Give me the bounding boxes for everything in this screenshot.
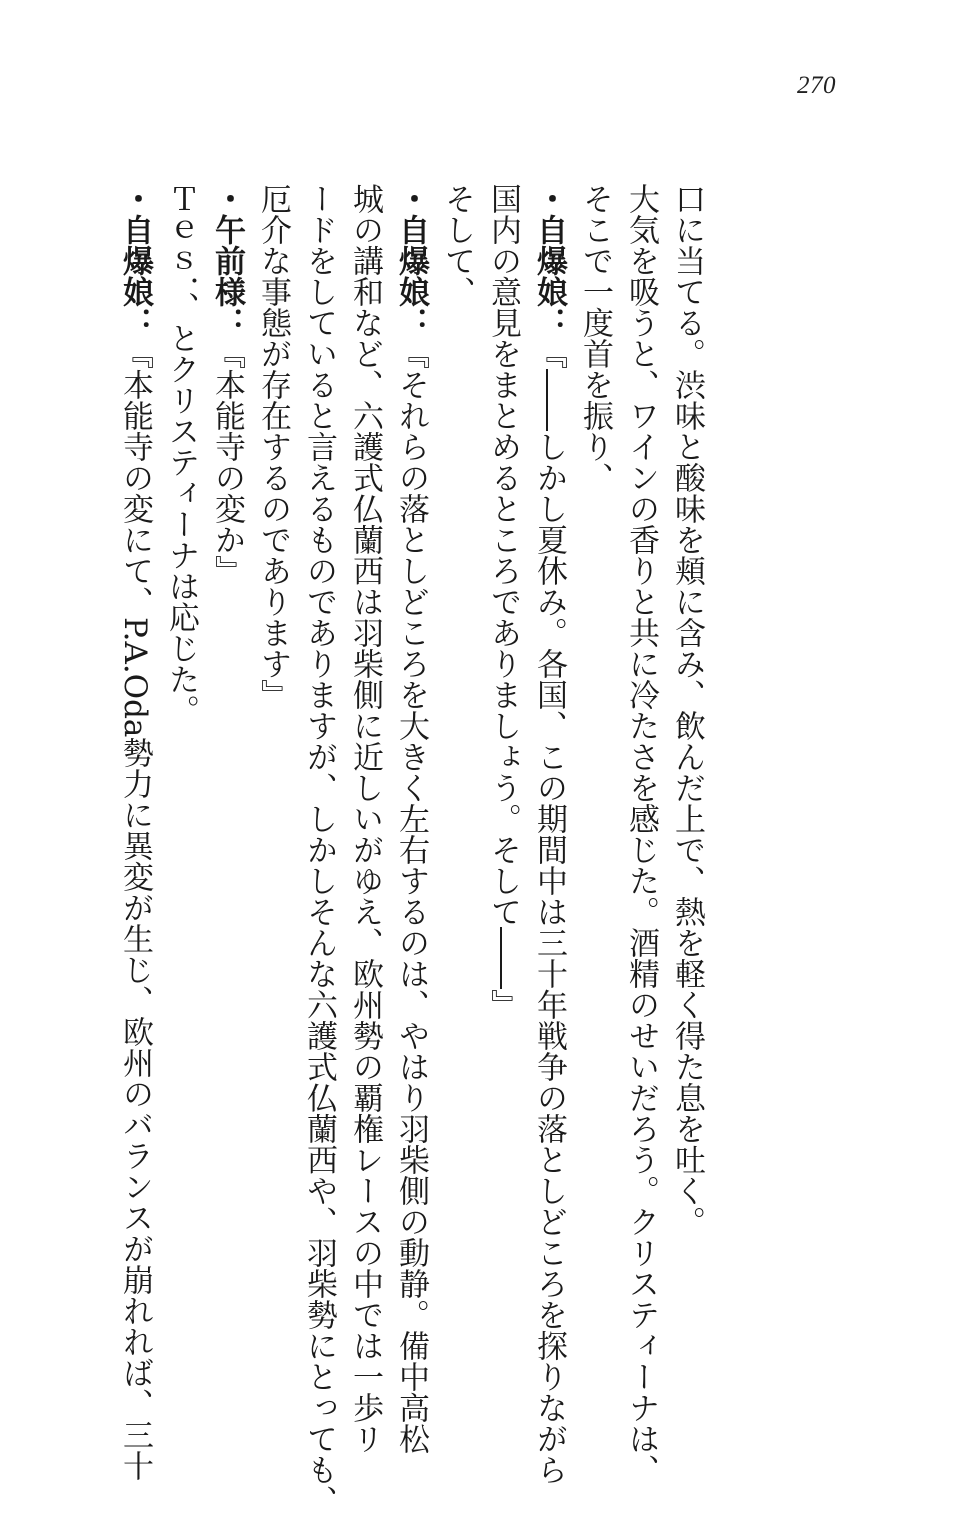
page-number: 270: [797, 72, 836, 99]
speaker-label: ・自爆娘：: [117, 183, 153, 338]
text-line: 大気を吸うと、ワインの香りと共に冷たさを感じた。酒精のせいだろう。クリスティーナは、: [623, 183, 659, 1485]
text-line: そして、: [439, 183, 475, 307]
text-line: そこで一度首を振り、: [577, 183, 613, 493]
text-line: 国内の意見をまとめるところでありましょう。そして――』: [485, 183, 521, 1020]
text-line: 口に当てる。渋味と酸味を頬に含み、飲んだ上で、熱を軽く得た息を吐く。: [669, 183, 705, 1237]
speaker-label: ・自爆娘：: [531, 183, 567, 338]
text-line: 厄介な事態が存在するのであります』: [255, 183, 291, 710]
text-line: Ｔｅｓ．、とクリスティーナは応じた。: [163, 183, 199, 726]
dialogue-line: ・午前様：『本能寺の変か』: [209, 183, 245, 586]
speaker-label: ・午前様：: [209, 183, 245, 338]
dialogue-line: ・自爆娘：『――しかし夏休み。各国、この期間中は三十年戦争の落としどころを探りながら: [531, 183, 567, 1485]
dialogue-line: ・自爆娘：『それらの落としどころを大きく左右するのは、やはり羽柴側の動静。備中高松: [393, 183, 429, 1454]
text-line: 城の講和など、六護式仏蘭西は羽柴側に近しいがゆえ、欧州勢の覇権レースの中では一歩リ: [347, 183, 383, 1454]
body-text: [112, 183, 710, 1516]
dialogue-line: ・自爆娘：『本能寺の変にて、P.A.Oda勢力に異変が生じ、欧州のバランスが崩れれば、三十: [117, 183, 153, 1482]
text-line: ードをしていると言えるものでありますが、しかしそんな六護式仏蘭西や、羽柴勢にとっても、: [301, 183, 337, 1516]
speaker-label: ・自爆娘：: [393, 183, 429, 338]
